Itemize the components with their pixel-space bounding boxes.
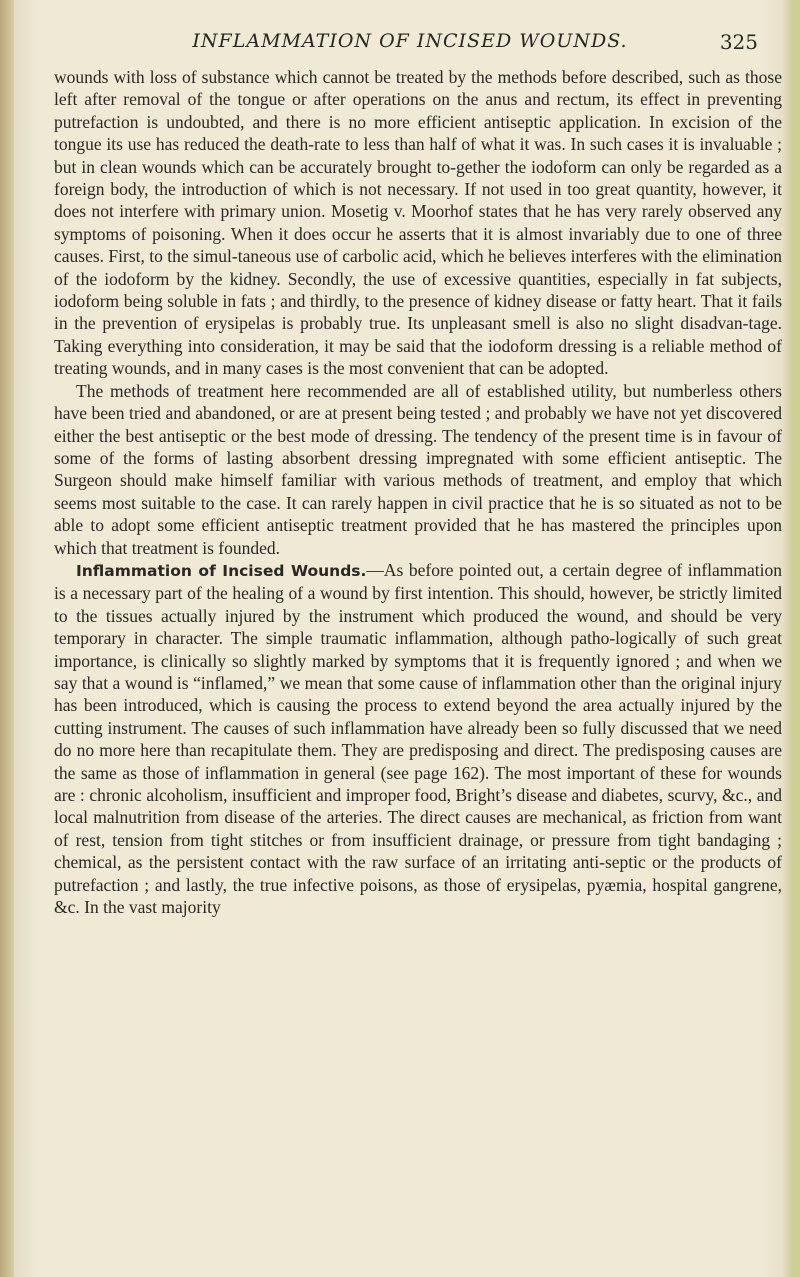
paragraph-3 <box>54 559 782 919</box>
body-text <box>54 66 782 918</box>
page-right-edge <box>782 0 800 1277</box>
section-heading: Inflammation of Incised Wounds. <box>76 561 367 580</box>
paragraph-3-text: —As before pointed out, a certain degree of inflammation is a necessary part of the healing of a wound by first intention. This should, however, be strictly limited to the tissues actually injured by the instrument which produced the wound, and should be very temporary in character. The simple traumatic inflammation, although patho-logically of such great importance, is clinically so slightly marked by symptoms that it is frequently ignored ; and when we say that a wound is “inflamed,” we mean that some cause of inflammation other than the original injury has been introduced, which is causing the process to extend beyond the area actually injured by the cutting instrument. The causes of such inflammation have already been so fully discussed that we need do no more here than recapitulate them. They are predisposing and direct. The predisposing causes are the same as those of inflammation in general (see page 162). The most important of these for wounds are : chronic alcoholism, insufficient and improper food, Bright’s disease and diabetes, scurvy, &c., and local malnutrition from disease of the arteries. The direct causes are mechanical, as friction from want of rest, tension from tight stitches or from insufficient drainage, or pressure from tight bandaging ; chemical, as the persistent contact with the raw surface of an irritating anti-septic or the products of putrefaction ; and lastly, the true infective poisons, as those of erysipelas, pyæmia, hospital gangrene, &c. In the vast majority <box>54 559 782 918</box>
page-binding-edge <box>0 0 14 1277</box>
paragraph-1: wounds with loss of substance which cannot be treated by the methods before described, such as those left after removal of the tongue or after operations on the anus and rectum, its effect in preventing putrefaction is undoubted, and there is no more efficient antiseptic application. In excision of the tongue its use has reduced the death-rate to less than half of what it was. In such cases it is invaluable ; but in clean wounds which can be accurately brought to-gether the iodoform can only be regarded as a foreign body, the introduction of which is not necessary. If not used in too great quantity, however, it does not interfere with primary union. Mosetig v. Moorhof states that he has very rarely observed any symptoms of poisoning. When it does occur he asserts that it is almost invariably due to one of three causes. First, to the simul-taneous use of carbolic acid, which he believes interferes with the elimination of the iodoform by the kidney. Secondly, the use of excessive quantities, especially in fat subjects, iodoform being soluble in fats ; and thirdly, to the presence of kidney disease or fatty heart. That it fails in the prevention of erysipelas is probably true. Its unpleasant smell is also no slight disadvan-tage. Taking everything into consideration, it may be said that the iodoform dressing is a reliable method of treating wounds, and in many cases is the most convenient that can be adopted. <box>54 67 782 379</box>
paragraph-2: The methods of treatment here recommended are all of established utility, but numberless others have been tried and abandoned, or are at present being tested ; and probably we have not yet discovered either the best antiseptic or the best mode of dressing. The tendency of the present time is in favour of some of the forms of lasting absorbent dressing impregnated with some efficient antiseptic. The Surgeon should make himself familiar with various methods of treatment, and employ that which seems most suitable to the case. It can rarely happen in civil practice that he is so situated as not to be able to adopt some efficient antiseptic treatment provided that he has mastered the principles upon which that treatment is founded. <box>54 380 782 558</box>
page-number: 325 <box>719 30 758 54</box>
running-title: INFLAMMATION OF INCISED WOUNDS. <box>192 30 628 52</box>
page-header <box>50 30 770 60</box>
